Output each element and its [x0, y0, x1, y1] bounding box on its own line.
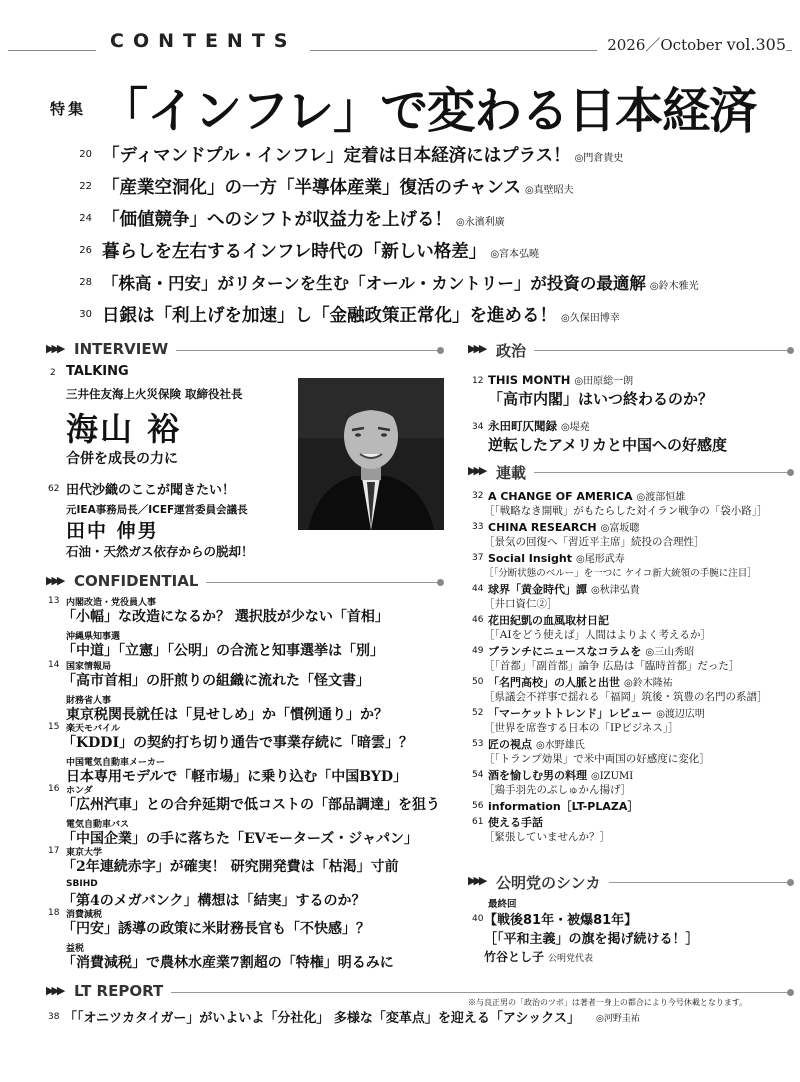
serial-author: ◎渡部恒雄: [636, 492, 686, 503]
article-category: 財務省人事: [66, 696, 112, 706]
serial-series-name: ブランチにニュースなコラムを: [488, 645, 642, 658]
page-number: 24: [79, 213, 92, 224]
interviewee-affiliation: 三井住友海上火災保険 取締役社長: [66, 387, 243, 401]
komeito-label: 最終回: [488, 899, 517, 910]
section-head-confidential: [46, 572, 444, 592]
feature-item-title: 日銀は「利上げを加速」し「金融政策正常化」を進める！: [102, 306, 557, 326]
feature-item-title: 「価値競争」へのシフトが収益力を上げる！: [102, 210, 452, 230]
section-label: INTERVIEW: [74, 340, 176, 358]
article-title[interactable]: 「KDDI」の契約打ち切り通告で事業存続に「暗雲」？: [62, 735, 413, 751]
page-number: 32: [472, 491, 484, 501]
talking-label: TALKING: [66, 364, 129, 379]
article-title[interactable]: 「2年連続赤字」が確実！ 研究開発費は「枯渇」寸前: [62, 859, 399, 875]
feature-item-author: ◎真壁昭夫: [524, 185, 574, 196]
article-title[interactable]: 「中道」「立憲」「公明」の合流と知事選挙は「別」: [62, 643, 384, 659]
article-title[interactable]: 「中国企業」の手に落ちた「EVモーターズ・ジャパン」: [62, 831, 418, 847]
serial-series[interactable]: [488, 674, 673, 690]
page-number: 2: [50, 368, 56, 378]
section-label: 政治: [496, 340, 534, 361]
page-number: 53: [472, 739, 484, 749]
article-category: 内閣改造・党役員人事: [66, 598, 157, 608]
article-category: 楽天モバイル: [66, 724, 121, 734]
serial-subtitle: ［「トランプ効果」で米中両国の好感度に変化］: [484, 753, 710, 765]
politics-title[interactable]: 逆転したアメリカと中国への好感度: [488, 436, 727, 454]
serial-author: ◎鈴木隆祐: [624, 678, 673, 689]
serial-subtitle: ［鶏手羽先のぶしゅかん揚げ］: [484, 784, 632, 796]
article-category: 電気自動車バス: [66, 820, 130, 830]
page-number: 61: [472, 817, 484, 827]
serial-subtitle: ［景気の回復へ「習近平主席」続投の合理性］: [484, 536, 705, 548]
section-rule: [496, 350, 790, 351]
serial-series[interactable]: [488, 488, 685, 503]
serial-series-name: information［LT-PLAZA］: [488, 800, 639, 813]
serial-subtitle: ［県議会不祥事で揺れる「福岡」筑後・筑豊の名門の系譜］: [484, 691, 768, 703]
serial-series-name: 球界「黄金時代」譚: [488, 583, 587, 596]
serial-series-name: A CHANGE OF AMERICA: [488, 490, 633, 503]
arrow-icon: ▶▶▶: [468, 342, 485, 355]
serial-series[interactable]: [488, 643, 694, 659]
serial-author: ◎三山秀昭: [645, 647, 695, 658]
section-rule: [496, 472, 790, 473]
article-category: ホンダ: [66, 786, 93, 796]
interviewee-name: 海山 裕: [66, 410, 182, 448]
komeito-title: 【戦後81年・被爆81年】: [484, 913, 638, 928]
politics-title[interactable]: 「高市内閣」はいつ終わるのか？: [488, 390, 714, 408]
page-number: 40: [472, 914, 484, 924]
page-number: 13: [48, 596, 60, 606]
serial-series[interactable]: [488, 736, 585, 752]
serial-subtitle: ［世界を席巻する日本の「IPビジネス」］: [484, 722, 679, 734]
article-category: 沖縄県知事選: [66, 632, 121, 642]
feature-item-title: 「産業空洞化」の一方「半導体産業」復活のチャンス: [102, 178, 521, 198]
article-title[interactable]: 東京税関長就任は「見せしめ」か「慣例通り」か？: [66, 707, 388, 723]
article-title[interactable]: 「広州汽車」との合弁延期で低コストの「部品調達」を狙う: [62, 797, 440, 813]
page-number: 26: [79, 245, 92, 256]
serial-series[interactable]: [488, 767, 633, 783]
article-title[interactable]: 「高市首相」の肝煎りの組織に流れた「怪文書」: [62, 673, 370, 689]
section-head-komeito: [468, 872, 794, 892]
section-rule: [74, 992, 790, 993]
interview-subtitle: 合併を成長の力に: [66, 451, 178, 467]
portrait-illustration: [298, 378, 444, 530]
serial-series[interactable]: [488, 705, 705, 721]
article-category: 消費減税: [66, 910, 103, 920]
lt-report-title: 「「オニツカタイガー」がいよいよ「分社化」 多様な「変革点」を迎える「アシックス」: [64, 1011, 580, 1026]
page-number: 52: [472, 708, 484, 718]
page-number: 30: [79, 309, 92, 320]
serial-series[interactable]: [488, 612, 609, 628]
feature-item[interactable]: [0, 204, 800, 234]
page-number: 18: [48, 908, 60, 918]
page-number: 62: [48, 484, 60, 494]
arrow-icon: ▶▶▶: [46, 574, 63, 587]
section-head-politics: [468, 340, 794, 360]
serial-author: ◎水野雄氏: [536, 740, 585, 751]
article-category: 益税: [66, 944, 85, 954]
serial-series[interactable]: [488, 550, 625, 565]
serial-series[interactable]: [488, 814, 543, 830]
interview-subtitle: 石油・天然ガス依存からの脱却！: [66, 544, 254, 559]
issue-vol: vol.305: [726, 35, 786, 54]
dot-icon: [437, 347, 444, 354]
article-title[interactable]: 「第4のメガバンク」構想は「結実」するのか？: [62, 893, 366, 909]
serial-series-name: 花田紀凱の血風取材日記: [488, 614, 609, 627]
dot-icon: [437, 579, 444, 586]
page-number: 46: [472, 615, 484, 625]
page-number: 28: [79, 277, 92, 288]
serial-series-name: 使える手話: [488, 816, 543, 829]
section-head-interview: [46, 340, 444, 360]
serial-subtitle: ［「戦略なき開戦」がもたらした対イラン戦争の「袋小路」］: [484, 505, 768, 517]
page-number: 15: [48, 722, 60, 732]
dot-icon: [787, 469, 794, 476]
komeito-author: 竹谷とし子 公明党代表: [484, 950, 594, 964]
feature-title: 「インフレ」で変わる日本経済: [100, 83, 757, 139]
feature-item[interactable]: [0, 300, 800, 330]
dot-icon: [787, 347, 794, 354]
feature-item[interactable]: [0, 140, 800, 170]
page-number: 33: [472, 522, 484, 532]
komeito-subtitle: ［「平和主義」の旗を掲げ続ける！］: [484, 932, 699, 947]
serial-series[interactable]: [488, 581, 640, 597]
interviewee-name: 田中 伸男: [66, 520, 159, 542]
page-number: 49: [472, 646, 484, 656]
article-title[interactable]: 「円安」誘導の政策に米財務長官も「不快感」？: [62, 921, 370, 937]
politics-series: THIS MONTH ◎田原総一朗: [488, 373, 634, 387]
page-number: 16: [48, 784, 60, 794]
page-number: 44: [472, 584, 484, 594]
lt-report-author: ◎河野圭祐: [596, 1014, 640, 1024]
arrow-icon: ▶▶▶: [468, 464, 485, 477]
interviewee-photo: [298, 378, 444, 530]
feature-item[interactable]: [0, 268, 800, 298]
serial-series-name: 「マーケットトレンド」レビュー: [488, 707, 653, 720]
contents-label: CONTENTS: [96, 30, 310, 52]
page-number: 12: [472, 376, 484, 386]
section-label: LT REPORT: [74, 982, 171, 1000]
feature-item-title: 「株高・円安」がリターンを生む「オール・カントリー」が投資の最適解: [102, 274, 646, 293]
page-number: 14: [48, 660, 60, 670]
dot-icon: [787, 879, 794, 886]
serial-author: ◎IZUMI: [591, 771, 634, 782]
serial-series-name: 酒を愉しむ男の料理: [488, 769, 587, 782]
serial-author: ◎尾形武寿: [576, 554, 625, 565]
section-head-serial: [468, 462, 794, 482]
section-label: 公明党のシンカ: [496, 872, 609, 893]
feature-item-title: 暮らしを左右するインフレ時代の「新しい格差」: [102, 242, 487, 262]
article-title[interactable]: 「小幅」な改造になるか？ 選択肢が少ない「首相」: [62, 609, 389, 625]
serial-author: ◎秋津弘貴: [591, 585, 640, 596]
section-label: CONFIDENTIAL: [74, 572, 206, 590]
page-number: 17: [48, 846, 60, 856]
serial-series[interactable]: [488, 519, 639, 534]
feature-tag: 特集: [50, 100, 87, 118]
serial-series-name: Social Insight: [488, 552, 572, 565]
page-number: 38: [48, 1012, 60, 1022]
feature-item-author: ◎門倉貴史: [574, 153, 624, 164]
feature-item-author: ◎宮本弘曉: [490, 249, 540, 260]
page-number: 34: [472, 422, 484, 432]
arrow-icon: ▶▶▶: [468, 874, 485, 887]
serial-subtitle: ［「AIをどう使えば」人間はよりよく考えるか］: [484, 629, 711, 641]
article-category: 東京大学: [66, 848, 103, 858]
issue-date: 2026／October: [607, 36, 722, 54]
feature-item[interactable]: [0, 236, 800, 266]
dot-icon: [787, 989, 794, 996]
politics-series: 永田町仄聞録 ◎堤堯: [488, 419, 590, 433]
page-number: 22: [79, 181, 92, 192]
interviewee-affiliation: 元IEA事務局長／ICEF運営委員会議長: [66, 504, 248, 516]
section-label: 連載: [496, 462, 534, 483]
issue-info: [597, 34, 786, 55]
feature-item-author: ◎久保田博幸: [561, 313, 620, 324]
serial-subtitle: ［「首都」「副首都」論争 広島は「臨時首都」だった］: [484, 660, 740, 672]
page-number: 50: [472, 677, 484, 687]
feature-item-author: ◎永濱利廣: [456, 217, 505, 228]
feature-item[interactable]: [0, 172, 800, 202]
serial-series-name: 「名門高校」の人脈と出世: [488, 676, 620, 689]
serial-series[interactable]: [488, 798, 638, 814]
serial-subtitle: ［「分断状態のベルー」を一つに ケイコ新大統領の手腕に注目］: [484, 568, 757, 579]
page-number: 20: [79, 149, 92, 160]
article-category: 国家情報局: [66, 662, 112, 672]
article-title[interactable]: 日本専用モデルで「軽市場」に乗り込む「中国BYD」: [66, 769, 408, 785]
page-number: 56: [472, 801, 484, 811]
serial-series-name: 匠の視点: [488, 738, 532, 751]
feature-item-author: ◎鈴木雅光: [649, 281, 699, 292]
arrow-icon: ▶▶▶: [46, 342, 63, 355]
page-number: 54: [472, 770, 484, 780]
article-title[interactable]: 「消費減税」で農林水産業7割超の「特権」明るみに: [62, 955, 394, 971]
serial-author: ◎富坂聰: [600, 523, 640, 534]
serial-subtitle: ［井口資仁②］: [484, 598, 558, 610]
article-category: 中国電気自動車メーカー: [66, 758, 165, 768]
serial-author: ◎渡辺広明: [656, 709, 705, 720]
serial-subtitle: ［緊張していませんか？］: [484, 831, 610, 843]
article-category: SBIHD: [66, 879, 98, 889]
interview-series: 田代沙織のここが聞きたい！: [66, 483, 236, 498]
serial-series-name: CHINA RESEARCH: [488, 521, 597, 534]
arrow-icon: ▶▶▶: [46, 984, 63, 997]
feature-item-title: 「ディマンドプル・インフレ」定着は日本経済にはプラス！: [102, 146, 571, 166]
footnote: ※与良正男の「政治のツボ」は著者一身上の都合により今号休載となります。: [468, 998, 748, 1007]
page-number: 37: [472, 553, 484, 563]
